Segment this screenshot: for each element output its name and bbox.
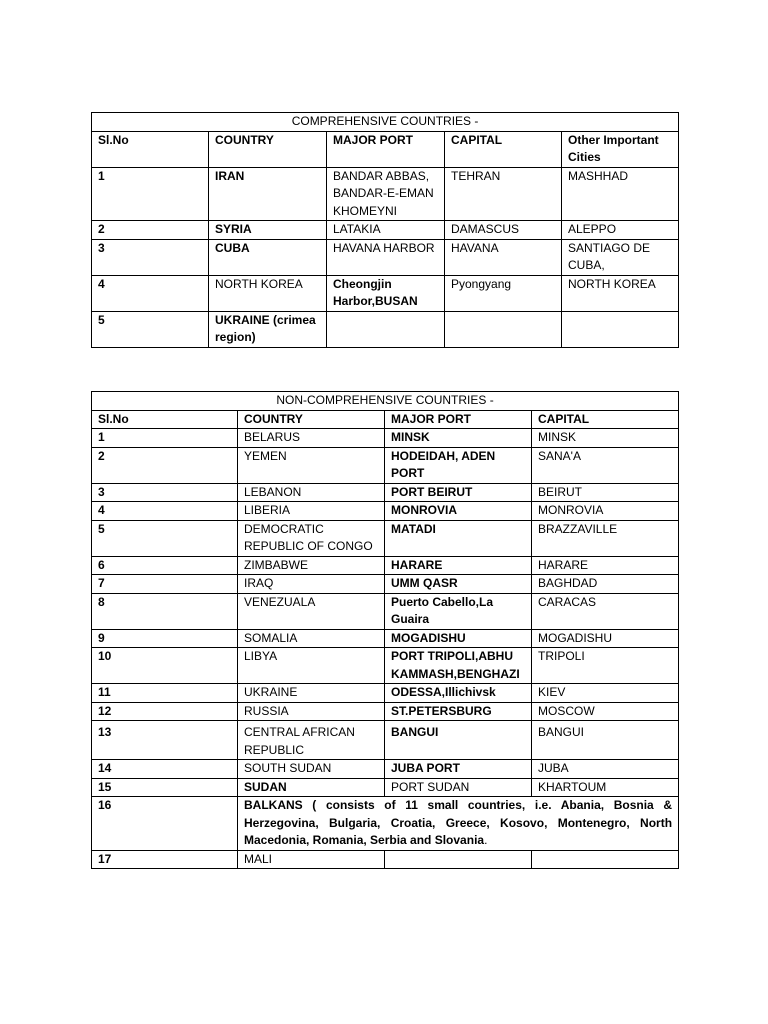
cell-country: VENEZUALA	[238, 593, 385, 629]
table-row	[92, 721, 679, 760]
cell-slno: 2	[92, 447, 238, 483]
table-row	[92, 629, 679, 648]
cell-slno: 1	[92, 167, 209, 221]
cell-country: LIBERIA	[238, 502, 385, 521]
cell-capital	[532, 850, 679, 869]
comprehensive-countries-table	[91, 112, 679, 348]
cell-capital: MOGADISHU	[532, 629, 679, 648]
cell-major-port: ODESSA,Illichivsk	[385, 684, 532, 703]
cell-major-port: Puerto Cabello,La Guaira	[385, 593, 532, 629]
cell-slno: 5	[92, 520, 238, 556]
cell-capital: CARACAS	[532, 593, 679, 629]
cell-capital: JUBA	[532, 760, 679, 779]
cell-country: BELARUS	[238, 429, 385, 448]
table-row	[92, 593, 679, 629]
table-row	[92, 221, 679, 240]
cell-major-port: JUBA PORT	[385, 760, 532, 779]
cell-capital: BANGUI	[532, 721, 679, 760]
cell-country: UKRAINE	[238, 684, 385, 703]
cell-country: CUBA	[209, 239, 327, 275]
table-header-row	[92, 410, 679, 429]
cell-major-port: MINSK	[385, 429, 532, 448]
cell-capital: BRAZZAVILLE	[532, 520, 679, 556]
table-row	[92, 429, 679, 448]
cell-country: IRAQ	[238, 575, 385, 594]
balkans-period: .	[484, 833, 488, 847]
cell-country: MALI	[238, 850, 385, 869]
cell-major-port: PORT SUDAN	[385, 778, 532, 797]
table-row	[92, 275, 679, 311]
cell-capital: HAVANA	[445, 239, 562, 275]
cell-capital: Pyongyang	[445, 275, 562, 311]
cell-country: ZIMBABWE	[238, 556, 385, 575]
header-slno: Sl.No	[92, 131, 209, 167]
table-row	[92, 760, 679, 779]
table-row	[92, 167, 679, 221]
cell-major-port: LATAKIA	[327, 221, 445, 240]
table-title: NON-COMPREHENSIVE COUNTRIES -	[92, 392, 679, 411]
cell-capital: TRIPOLI	[532, 648, 679, 684]
cell-major-port: MONROVIA	[385, 502, 532, 521]
cell-slno: 3	[92, 483, 238, 502]
table-row	[92, 502, 679, 521]
cell-other-cities: NORTH KOREA	[562, 275, 679, 311]
table-title: COMPREHENSIVE COUNTRIES -	[92, 113, 679, 132]
cell-capital: BEIRUT	[532, 483, 679, 502]
cell-country: CENTRAL AFRICAN REPUBLIC	[238, 721, 385, 760]
cell-country: LIBYA	[238, 648, 385, 684]
cell-major-port: HAVANA HARBOR	[327, 239, 445, 275]
table-row	[92, 575, 679, 594]
cell-slno: 10	[92, 648, 238, 684]
cell-country: NORTH KOREA	[209, 275, 327, 311]
cell-slno: 8	[92, 593, 238, 629]
cell-slno: 12	[92, 702, 238, 721]
cell-major-port: ST.PETERSBURG	[385, 702, 532, 721]
header-other-cities: Other Important Cities	[562, 131, 679, 167]
cell-slno: 1	[92, 429, 238, 448]
cell-major-port: BANDAR ABBAS, BANDAR-E-EMAN KHOMEYNI	[327, 167, 445, 221]
cell-other-cities	[562, 311, 679, 347]
cell-slno: 11	[92, 684, 238, 703]
table-row	[92, 684, 679, 703]
cell-capital: SANA'A	[532, 447, 679, 483]
cell-country: SUDAN	[238, 778, 385, 797]
cell-slno: 2	[92, 221, 209, 240]
cell-capital: BAGHDAD	[532, 575, 679, 594]
cell-major-port: Cheongjin Harbor,BUSAN	[327, 275, 445, 311]
table-row	[92, 850, 679, 869]
cell-capital	[445, 311, 562, 347]
cell-capital: TEHRAN	[445, 167, 562, 221]
cell-other-cities: MASHHAD	[562, 167, 679, 221]
cell-major-port: MOGADISHU	[385, 629, 532, 648]
cell-capital: KHARTOUM	[532, 778, 679, 797]
cell-capital: MINSK	[532, 429, 679, 448]
header-major-port: MAJOR PORT	[385, 410, 532, 429]
header-capital: CAPITAL	[445, 131, 562, 167]
cell-slno: 7	[92, 575, 238, 594]
cell-country: IRAN	[209, 167, 327, 221]
cell-slno: 14	[92, 760, 238, 779]
cell-country: YEMEN	[238, 447, 385, 483]
balkans-text: BALKANS ( consists of 11 small countries, i.e. Abania, Bosnia & Herzegovina, Bulgaria, Croatia, Greece, Kosovo, Montenegro, North Macedonia, Romania, Serbia and Slovania	[244, 798, 673, 847]
cell-slno: 15	[92, 778, 238, 797]
table-header-row	[92, 131, 679, 167]
table-row	[92, 483, 679, 502]
table-row	[92, 239, 679, 275]
cell-capital: MONROVIA	[532, 502, 679, 521]
cell-country: SOMALIA	[238, 629, 385, 648]
header-slno: Sl.No	[92, 410, 238, 429]
cell-slno: 13	[92, 721, 238, 760]
balkans-cell	[238, 797, 679, 851]
cell-major-port: BANGUI	[385, 721, 532, 760]
table-row	[92, 556, 679, 575]
header-country: COUNTRY	[238, 410, 385, 429]
table-title-row	[92, 392, 679, 411]
table-row	[92, 311, 679, 347]
cell-slno: 17	[92, 850, 238, 869]
cell-major-port: PORT BEIRUT	[385, 483, 532, 502]
cell-slno: 6	[92, 556, 238, 575]
cell-slno: 9	[92, 629, 238, 648]
cell-major-port	[385, 850, 532, 869]
header-capital: CAPITAL	[532, 410, 679, 429]
non-comprehensive-countries-table	[91, 391, 679, 869]
cell-major-port: UMM QASR	[385, 575, 532, 594]
table-row	[92, 648, 679, 684]
cell-capital: HARARE	[532, 556, 679, 575]
header-country: COUNTRY	[209, 131, 327, 167]
table-row	[92, 447, 679, 483]
header-major-port: MAJOR PORT	[327, 131, 445, 167]
cell-slno: 4	[92, 502, 238, 521]
cell-major-port	[327, 311, 445, 347]
cell-country: SOUTH SUDAN	[238, 760, 385, 779]
cell-major-port: HODEIDAH, ADEN PORT	[385, 447, 532, 483]
cell-slno: 3	[92, 239, 209, 275]
table-row	[92, 778, 679, 797]
cell-country: DEMOCRATIC REPUBLIC OF CONGO	[238, 520, 385, 556]
cell-major-port: MATADI	[385, 520, 532, 556]
table-row	[92, 520, 679, 556]
cell-slno: 4	[92, 275, 209, 311]
cell-slno: 5	[92, 311, 209, 347]
cell-capital: MOSCOW	[532, 702, 679, 721]
table-title-row	[92, 113, 679, 132]
cell-slno: 16	[92, 797, 238, 851]
cell-capital: KIEV	[532, 684, 679, 703]
table-row	[92, 797, 679, 851]
cell-country: RUSSIA	[238, 702, 385, 721]
cell-country: SYRIA	[209, 221, 327, 240]
cell-major-port: HARARE	[385, 556, 532, 575]
cell-other-cities: ALEPPO	[562, 221, 679, 240]
cell-major-port: PORT TRIPOLI,ABHU KAMMASH,BENGHAZI	[385, 648, 532, 684]
cell-capital: DAMASCUS	[445, 221, 562, 240]
cell-country: UKRAINE (crimea region)	[209, 311, 327, 347]
cell-other-cities: SANTIAGO DE CUBA,	[562, 239, 679, 275]
table-row	[92, 702, 679, 721]
cell-country: LEBANON	[238, 483, 385, 502]
